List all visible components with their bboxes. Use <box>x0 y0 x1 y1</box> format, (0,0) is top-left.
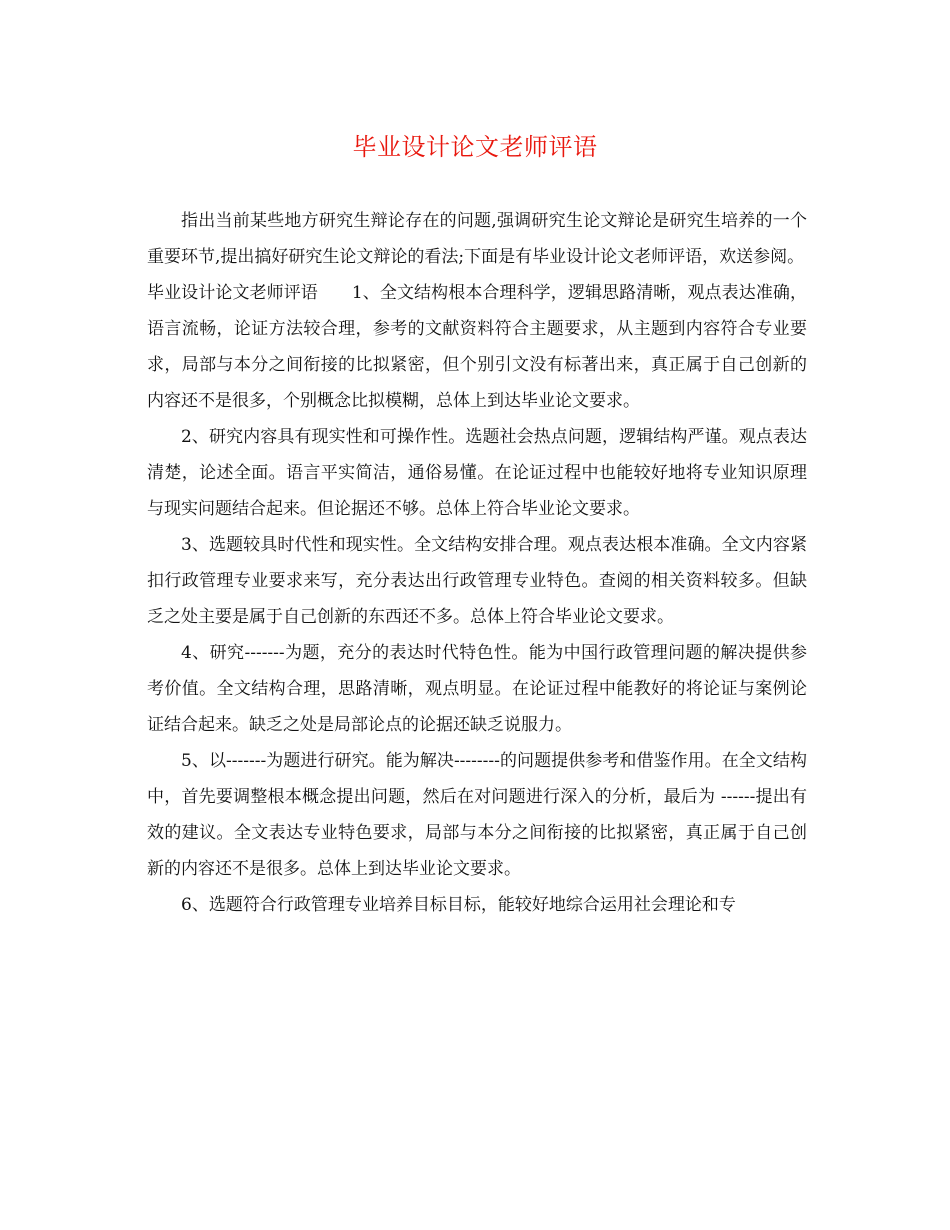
comment-paragraph-3: 3、选题较具时代性和现实性。全文结构安排合理。观点表达根本准确。全文内容紧扣行政管理专业要求来写，充分表达出行政管理专业特色。查阅的相关资料较多。但缺乏之处主要是属于自己创新的东西还不多。总体上符合毕业论文要求。 <box>147 535 807 627</box>
comment-text-1: 1、全文结构根本合理科学，逻辑思路清晰，观点表达准确，语言流畅，论证方法较合理，参考的文献资料符合主题要求，从主题到内容符合专业要求，局部与本分之间衔接的比拟紧密，但个别引文没有标著出来，真正属于自己创新的内容还不是很多，个别概念比拟模糊，总体上到达毕业论文要求。 <box>147 283 807 411</box>
section-heading: 毕业设计论文老师评语 <box>147 283 318 303</box>
intro-paragraph: 指出当前某些地方研究生辩论存在的问题,强调研究生论文辩论是研究生培养的一个重要环节,提出搞好研究生论文辩论的看法;下面是有毕业设计论文老师评语，欢送参阅。 <box>147 211 807 267</box>
comment-paragraph-6: 6、选题符合行政管理专业培养目标目标，能较好地综合运用社会理论和专 <box>181 895 736 915</box>
document-body <box>147 203 807 923</box>
comment-paragraph-5: 5、以-------为题进行研究。能为解决--------的问题提供参考和借鉴作用。在全文结构中，首先要调整根本概念提出问题，然后在对问题进行深入的分析，最后为 ------提出有效的建议。全文表达专业特色要求，局部与本分之间衔接的比拟紧密，真正属于自己创新的内容还不是很多。总体上到达毕业论文要求。 <box>147 751 807 879</box>
comment-paragraph-2: 2、研究内容具有现实性和可操作性。选题社会热点问题，逻辑结构严谨。观点表达清楚，论述全面。语言平实简洁，通俗易懂。在论证过程中也能较好地将专业知识原理与现实问题结合起来。但论据还不够。总体上符合毕业论文要求。 <box>147 427 807 519</box>
comment-paragraph-4: 4、研究-------为题，充分的表达时代特色性。能为中国行政管理问题的解决提供参考价值。全文结构合理，思路清晰，观点明显。在论证过程中能教好的将论证与案例论证结合起来。缺乏之处是局部论点的论据还缺乏说服力。 <box>147 643 807 735</box>
comment-paragraph-1 <box>147 275 807 419</box>
document-title: 毕业设计论文老师评语 <box>352 133 598 161</box>
